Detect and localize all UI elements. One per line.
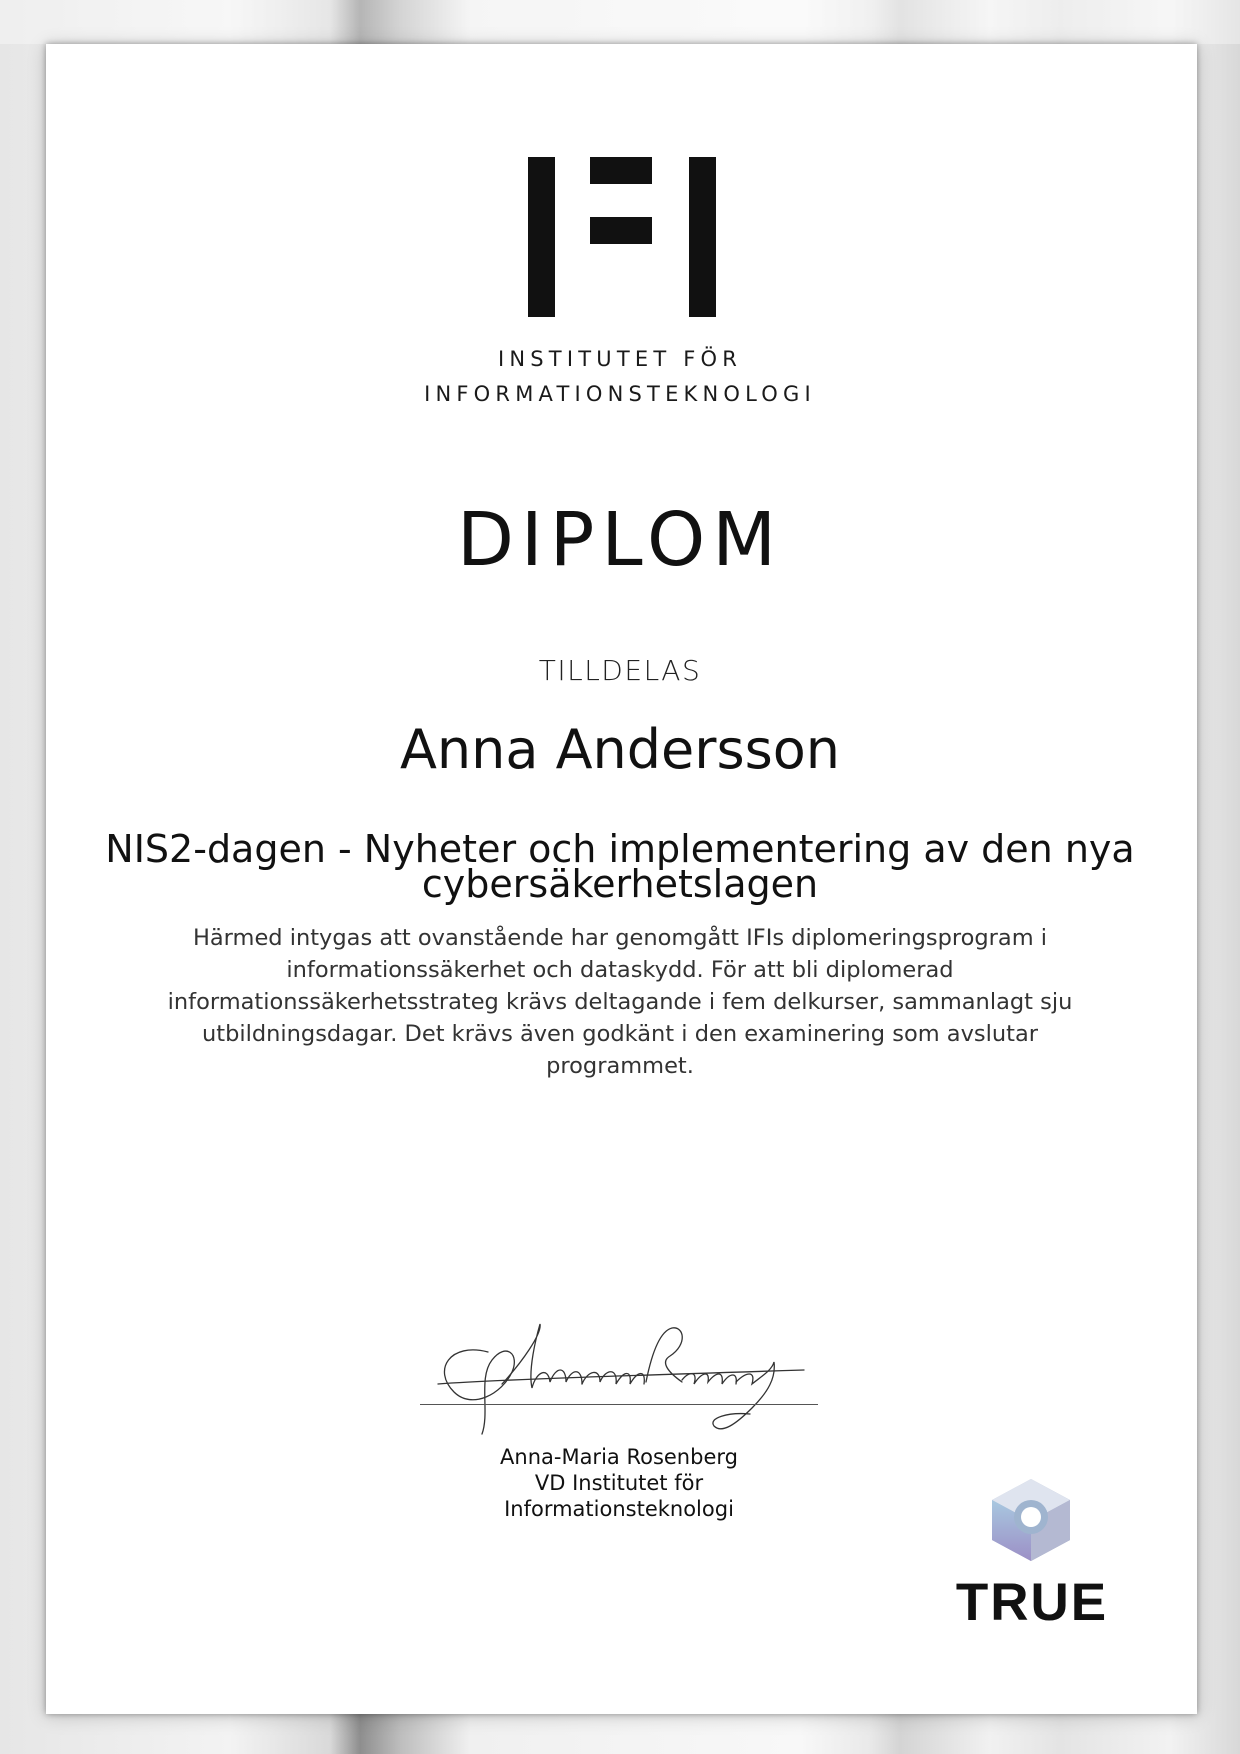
signer-title-line2: Informationsteknologi (504, 1497, 734, 1521)
institute-name-line1: INSTITUTET FÖR (497, 347, 743, 371)
certification-text: Härmed intygas att ovanstående har genomgått IFIs diplomeringsprogram i informationssäkerhet och dataskydd. För att bli diplomerad informationssäkerhetsstrateg krävs deltagande i fem delkurser, sammanlagt sju utbildningsdagar. Det krävs även godkänt i den examinering som avslutar programmet. (167, 925, 1073, 1079)
signer-title-line1: VD Institutet för (534, 1471, 704, 1495)
ifi-logo-icon (528, 157, 716, 317)
diploma-title: DIPLOM (456, 497, 784, 583)
recipient-name: Anna Andersson (399, 718, 841, 781)
course-title: NIS2-dagen - Nyheter och implementering av den nya cybersäkerhetslagen (105, 827, 1135, 906)
signature-line (420, 1404, 818, 1405)
handwritten-signature (432, 1322, 812, 1440)
institute-name-line2: INFORMATIONSTEKNOLOGI (424, 382, 816, 406)
awarded-label: TILLDELAS (538, 654, 702, 687)
true-cube-icon (990, 1477, 1072, 1563)
true-logo-text: TRUE (955, 1573, 1109, 1632)
signer-name: Anna-Maria Rosenberg (500, 1445, 738, 1469)
background-top (0, 0, 1240, 44)
